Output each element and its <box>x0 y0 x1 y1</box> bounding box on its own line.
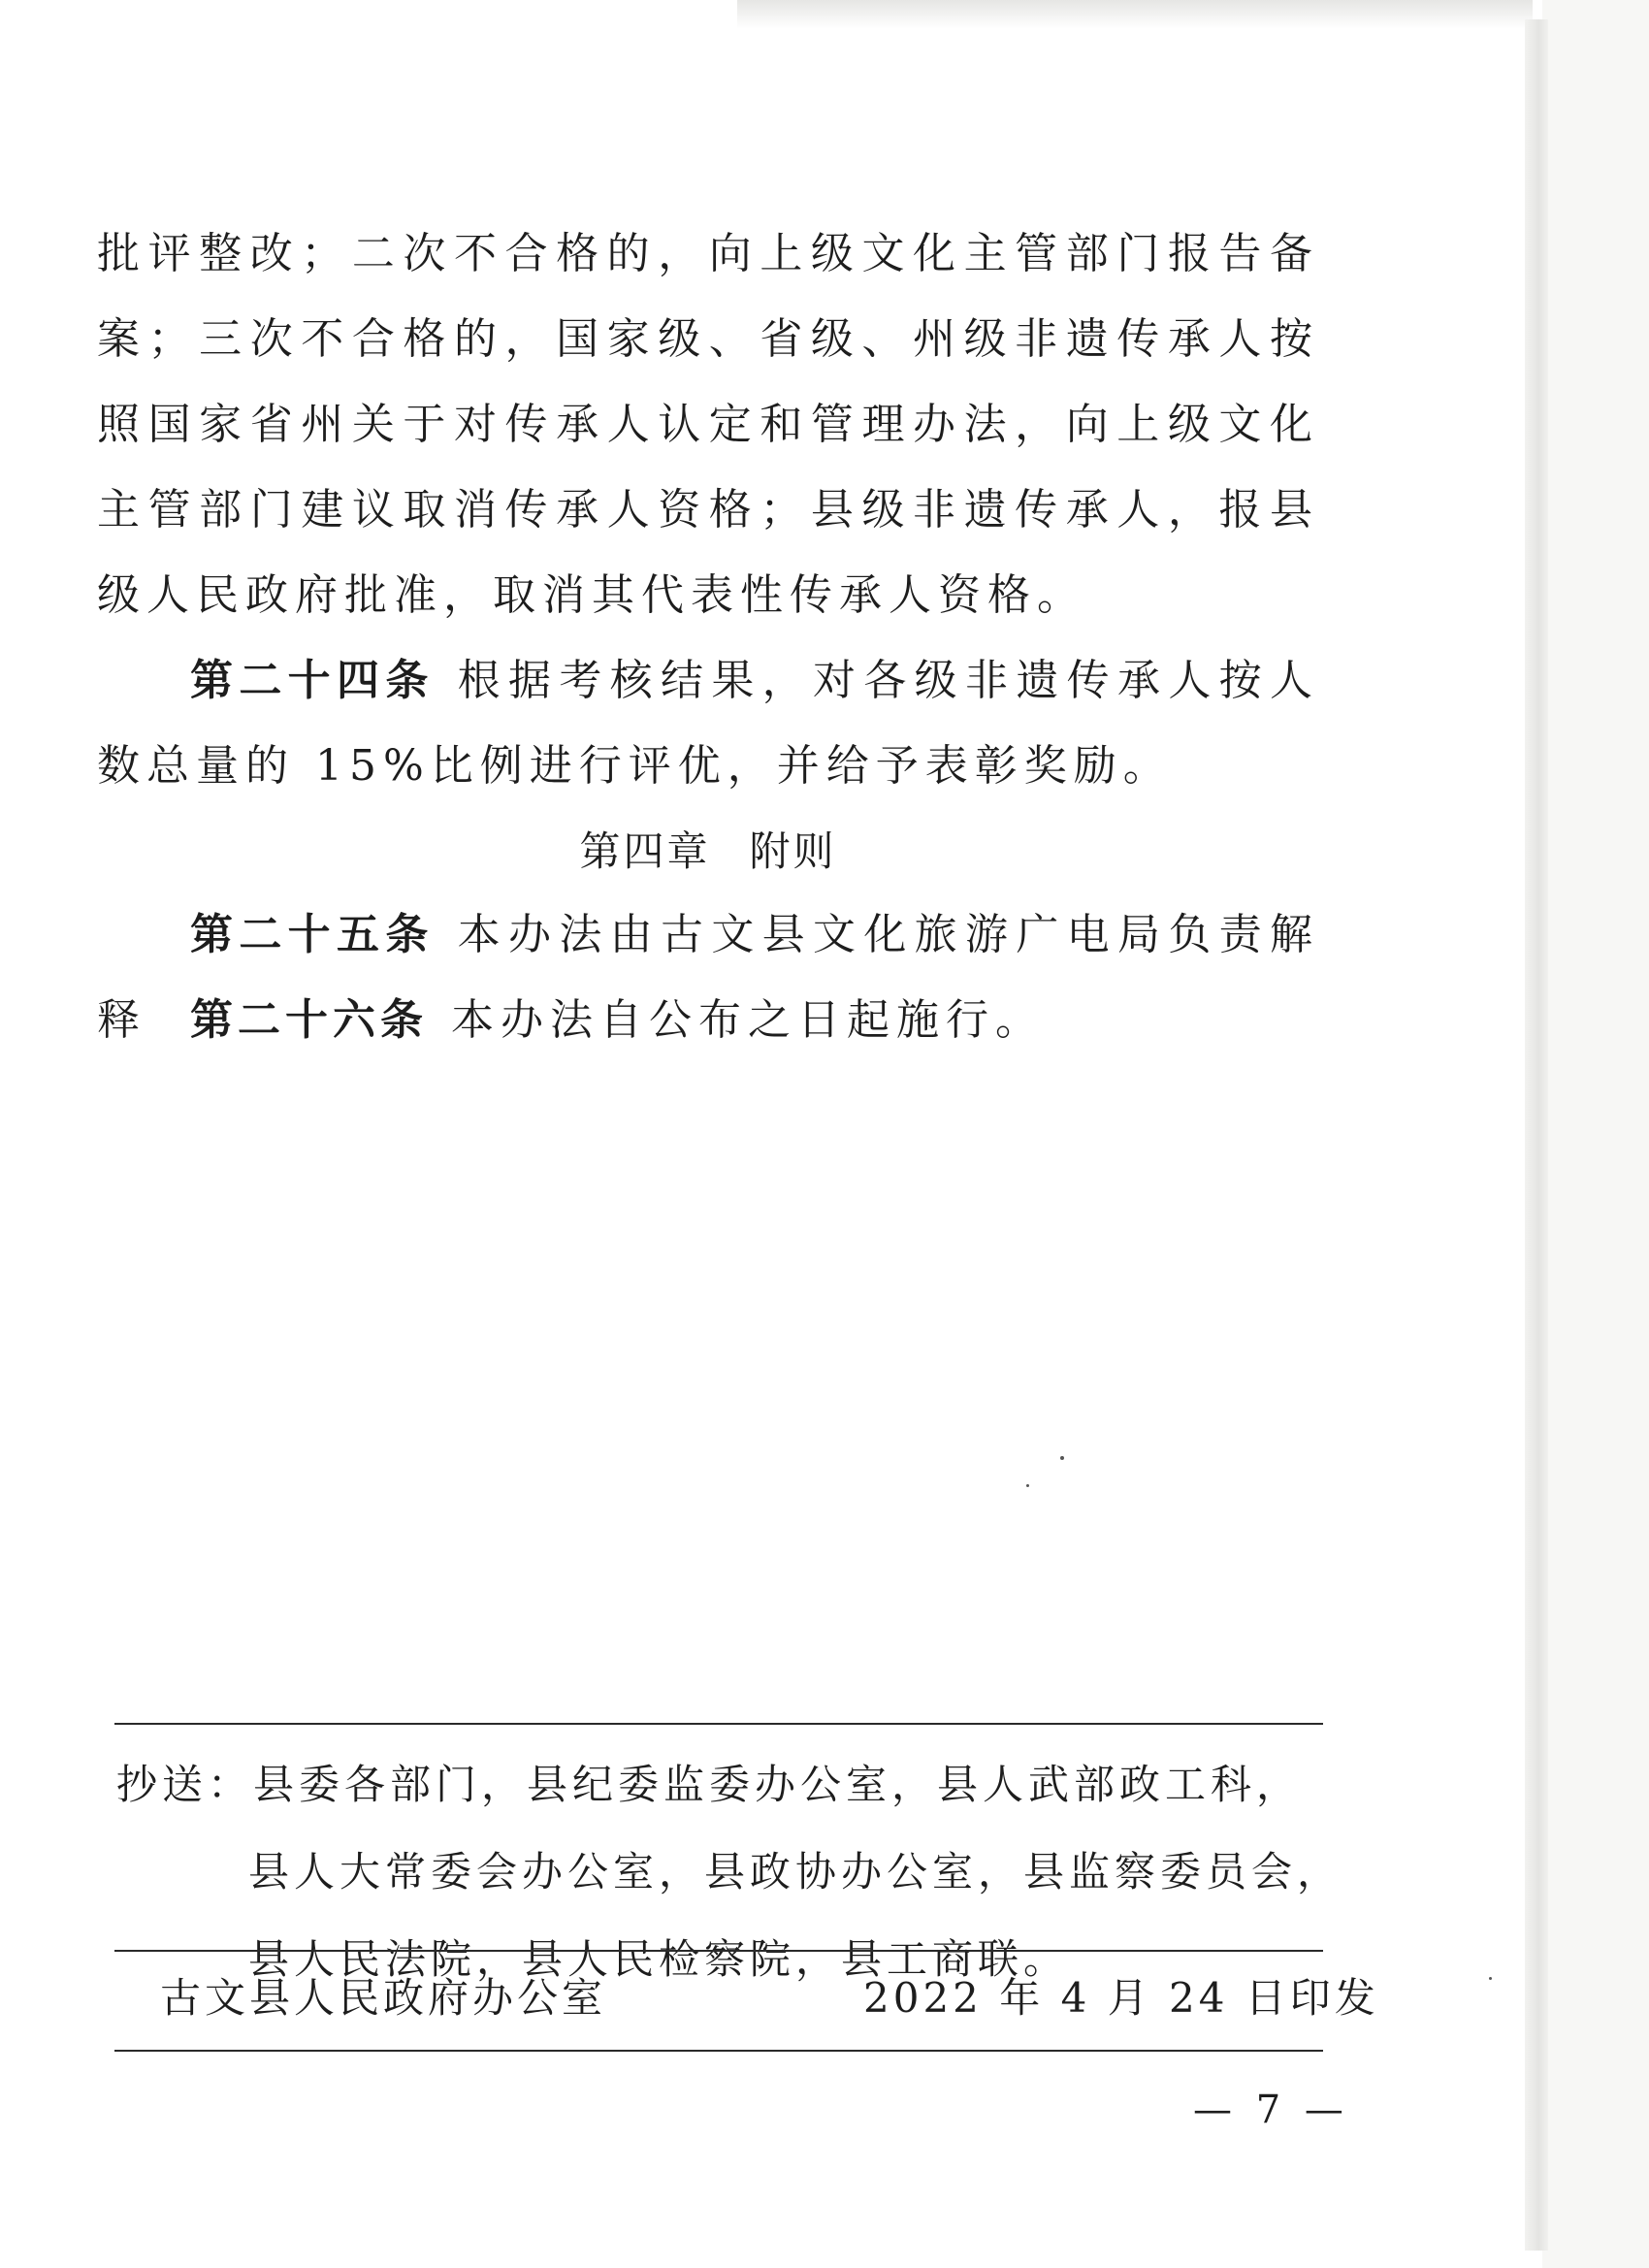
article-24-text: 根据考核结果，对各级非遗传承人按人数总量的 15%比例进行评优，并给予表彰奖励。 <box>97 656 1320 791</box>
article-26-label: 第二十六条 <box>190 995 428 1045</box>
article-24 <box>97 638 1319 809</box>
chapter-title: 附则 <box>749 827 837 875</box>
cc-recipients-2: 县人大常委会办公室，县政协办公室，县监察委员会， <box>248 1848 1343 1895</box>
chapter-heading <box>97 813 1319 891</box>
cc-recipients-1: 县委各部门，县纪委监委办公室，县人武部政工科， <box>253 1761 1303 1808</box>
cc-line-1 <box>116 1741 1319 1829</box>
issue-date: 2022 年 4 月 24 日印发 <box>863 1974 1379 2022</box>
cc-recipients-3: 县人民法院，县人民检察院，县工商联。 <box>248 1935 1070 1983</box>
chapter-number: 第四章 <box>579 827 711 875</box>
scan-speck <box>1489 1977 1492 1980</box>
issuer-top-rule <box>114 1950 1323 1952</box>
article-24-label: 第二十四条 <box>190 656 435 705</box>
issuer: 古文县人民政府办公室 <box>160 1974 607 2022</box>
article-25-label: 第二十五条 <box>190 910 435 959</box>
cc-label: 抄送： <box>116 1761 254 1808</box>
page-edge-shadow <box>1525 19 1548 2251</box>
scan-speck <box>1060 1456 1064 1460</box>
article-26 <box>97 978 1319 1063</box>
issuer-bottom-rule <box>114 2050 1323 2052</box>
page-number: — 7 — <box>1193 2088 1349 2132</box>
cc-top-rule <box>114 1723 1323 1725</box>
article-26-text: 本办法自公布之日起施行。 <box>451 995 1045 1045</box>
scan-speck <box>1026 1484 1029 1487</box>
article-25-text: 本办法由古文县文化旅游广电局负责解释 <box>97 910 1320 1045</box>
paragraph-continuation: 批评整改；二次不合格的，向上级文化主管部门报告备案；三次不合格的，国家级、省级、州级非遗传承人按照国家省州关于对传承人认定和管理办法，向上级文化主管部门建议取消传承人资格；县级非遗传承人，报县级人民政府批准，取消其代表性传承人资格。 <box>97 229 1319 620</box>
scan-shadow <box>737 0 1533 29</box>
